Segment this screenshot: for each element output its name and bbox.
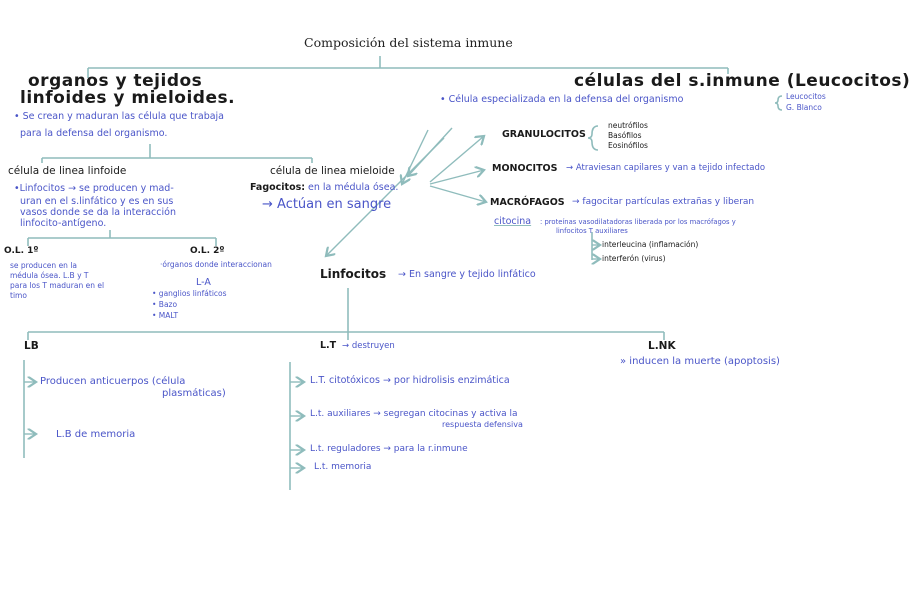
ol2-item-bazo: • Bazo	[152, 300, 178, 309]
lt-auxiliares-cont: respuesta defensiva	[442, 420, 523, 429]
lt-item-citotoxicos: L.T. citotóxicos → por hidrolisis enzimática	[310, 375, 510, 386]
linea-linfoide-label: célula de linea linfoide	[8, 165, 127, 177]
linfoide-desc-4: linfocito-antígeno.	[20, 218, 107, 229]
lt-destruyen: → destruyen	[342, 341, 395, 351]
lb-item-plasmaticas: plasmáticas)	[162, 388, 226, 399]
granulocitos-label: GRANULOCITOS	[502, 129, 586, 140]
arrow-to-monocitos	[430, 170, 484, 184]
lt-item-reguladores: L.t. reguladores → para la r.inmune	[310, 444, 468, 454]
celulas-desc: • Célula especializada en la defensa del organismo	[440, 94, 684, 105]
leucocitos-brace	[775, 96, 782, 110]
interleucina: interleucina (inflamación)	[602, 240, 699, 249]
organos-desc-1: • Se crean y maduran las célula que trabaja	[14, 111, 225, 122]
ol1-desc-1: se producen en la	[10, 261, 77, 270]
lb-label: LB	[24, 340, 39, 352]
monocitos-desc: → Atraviesan capilares y van a tejido infectado	[566, 163, 766, 173]
linfocitos-label: Linfocitos	[320, 267, 387, 281]
linea-mieloide-label: célula de linea mieloide	[270, 165, 395, 177]
ol1-label: O.L. 1º	[4, 246, 39, 256]
ol2-item-ganglios: • ganglios linfáticos	[152, 289, 227, 298]
ol1-desc-3: para los T maduran en el	[10, 281, 105, 290]
fagocitos-desc: en la médula ósea.	[308, 182, 399, 193]
eosinofilos: Eosinófilos	[608, 141, 648, 150]
arrow-to-macrofagos	[430, 186, 486, 202]
interferon: interferón (virus)	[602, 254, 666, 263]
ol2-label: O.L. 2º	[190, 246, 225, 256]
citocina-desc-1: : proteínas vasodilatadoras liberada por los macrófagos y	[540, 218, 736, 226]
lt-item-auxiliares: L.t. auxiliares → segregan citocinas y activa la	[310, 409, 518, 419]
monocitos-label: MONOCITOS	[492, 163, 558, 174]
celulas-heading: células del s.inmune (Leucocitos)	[574, 71, 910, 91]
ol1-desc-2: médula ósea. L.B y T	[10, 271, 89, 280]
linfoide-desc-3: vasos donde se da la interacción	[20, 207, 176, 218]
ol2-la: L-A	[196, 277, 211, 288]
neutrofilos: neutrófilos	[608, 121, 648, 130]
linfoide-desc-1: •Linfocitos → se producen y mad-	[14, 183, 174, 194]
ol1-desc-3b: timo	[10, 291, 27, 300]
fagocitos-label: Fagocitos:	[250, 182, 306, 193]
globulos-blancos-alias: G. Blanco	[786, 103, 822, 112]
diagram-title: Composición del sistema inmune	[304, 35, 513, 50]
citocina-desc-2: linfocitos T auxiliares	[556, 227, 628, 235]
lt-item-memoria: L.t. memoria	[314, 462, 372, 472]
macrofagos-label: MACRÓFAGOS	[490, 197, 565, 208]
organos-heading-1: organos y tejidos	[28, 71, 203, 91]
lt-label: L.T	[320, 340, 337, 351]
lb-item-memoria: L.B de memoria	[56, 429, 136, 440]
granulocitos-brace	[588, 126, 598, 150]
linfoide-desc-2: uran en el s.linfático y es en sus	[20, 196, 174, 207]
basofilos: Basófilos	[608, 131, 642, 140]
macrofagos-desc: → fagocitar partículas extrañas y liberan	[572, 197, 755, 207]
lnk-desc: » inducen la muerte (apoptosis)	[620, 356, 780, 367]
lb-item-anticuerpos: Producen anticuerpos (célula	[40, 376, 186, 387]
actuan-en-sangre: → Actúan en sangre	[262, 197, 392, 212]
leucocitos-alias: Leucocitos	[786, 92, 826, 101]
ol2-item-malt: • MALT	[152, 311, 179, 320]
citocina-label: citocina	[494, 216, 532, 227]
ol2-desc: ·órganos donde interaccionan	[160, 260, 272, 269]
organos-heading-2: linfoides y mieloides.	[20, 88, 236, 108]
organos-desc-2: para la defensa del organismo.	[20, 128, 168, 139]
linfocitos-desc: → En sangre y tejido linfático	[398, 269, 536, 280]
lnk-label: L.NK	[648, 340, 676, 352]
